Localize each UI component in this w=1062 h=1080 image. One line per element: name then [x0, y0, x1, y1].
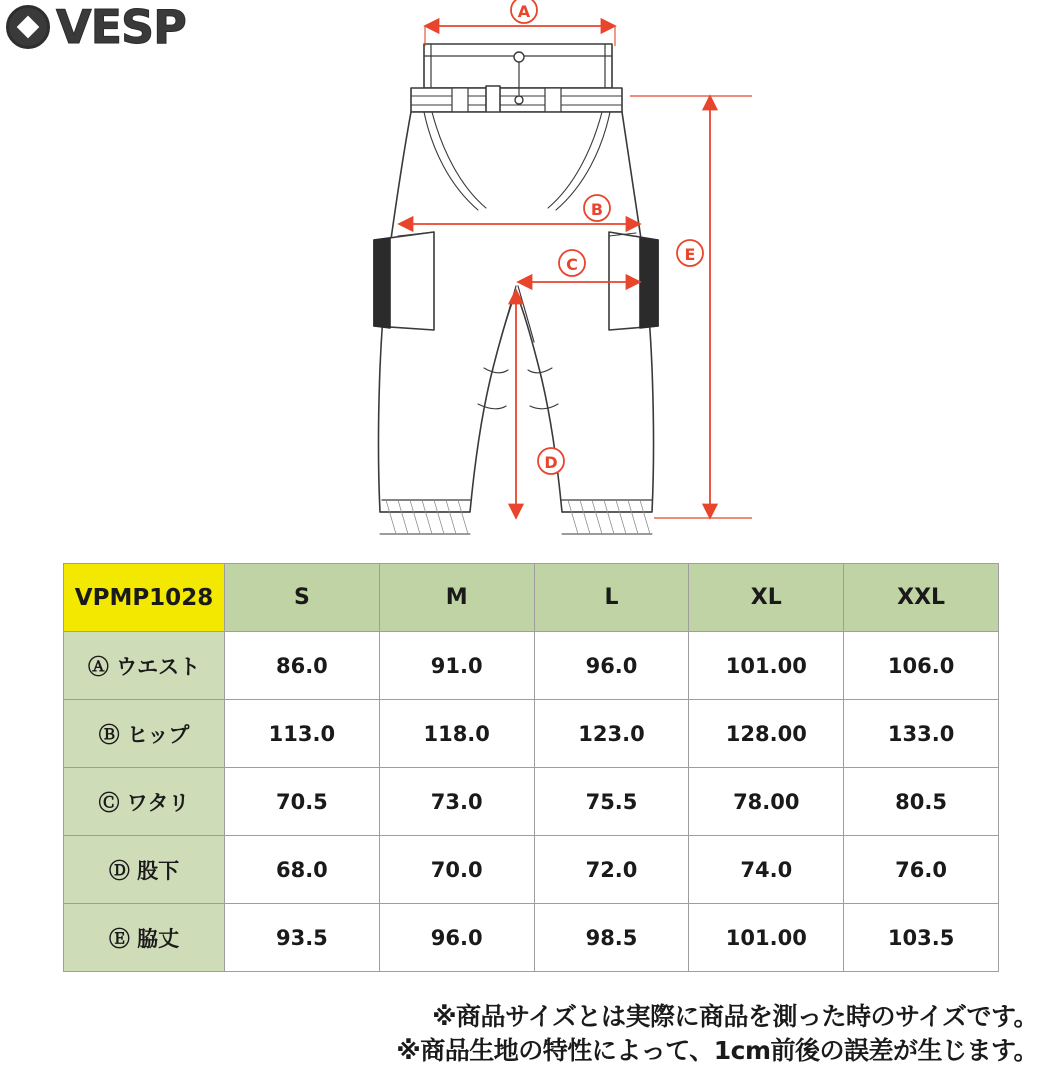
- outseam-marker-label: E: [684, 245, 696, 264]
- hip-marker-label: B: [590, 200, 604, 219]
- cell-hip-l: 123.0: [534, 700, 689, 768]
- cell-outseam-l: 98.5: [534, 904, 689, 972]
- size-header-m: M: [379, 564, 534, 632]
- cell-waist-xl: 101.00: [689, 632, 844, 700]
- table-row: [64, 632, 999, 700]
- cell-inseam-l: 72.0: [534, 836, 689, 904]
- cell-hip-s: 113.0: [225, 700, 380, 768]
- cell-waist-m: 91.0: [379, 632, 534, 700]
- row-label-waist: Ⓐ ウエスト: [64, 632, 225, 700]
- size-chart-table: [63, 563, 999, 972]
- notes-block: [0, 1000, 1050, 1068]
- row-label-hip: Ⓑ ヒップ: [64, 700, 225, 768]
- cell-outseam-m: 96.0: [379, 904, 534, 972]
- cell-outseam-xxl: 103.5: [844, 904, 999, 972]
- table-row: [64, 700, 999, 768]
- table-header-row: [64, 564, 999, 632]
- cell-thigh-m: 73.0: [379, 768, 534, 836]
- model-code-cell: VPMP1028: [64, 564, 225, 632]
- thigh-marker-label: C: [566, 255, 578, 274]
- cell-hip-m: 118.0: [379, 700, 534, 768]
- table-row: [64, 904, 999, 972]
- row-label-inseam: Ⓓ 股下: [64, 836, 225, 904]
- cell-inseam-xxl: 76.0: [844, 836, 999, 904]
- note-line-2: ※商品生地の特性によって、1cm前後の誤差が生じます。: [396, 1035, 1038, 1065]
- cell-inseam-xl: 74.0: [689, 836, 844, 904]
- row-label-thigh: Ⓒ ワタリ: [64, 768, 225, 836]
- cell-thigh-xxl: 80.5: [844, 768, 999, 836]
- cell-hip-xxl: 133.0: [844, 700, 999, 768]
- size-header-xl: XL: [689, 564, 844, 632]
- table-row: [64, 836, 999, 904]
- cell-inseam-s: 68.0: [225, 836, 380, 904]
- cell-inseam-m: 70.0: [379, 836, 534, 904]
- cell-hip-xl: 128.00: [689, 700, 844, 768]
- note-line-1: ※商品サイズとは実際に商品を測った時のサイズです。: [432, 1002, 1038, 1031]
- cell-waist-xxl: 106.0: [844, 632, 999, 700]
- cell-thigh-s: 70.5: [225, 768, 380, 836]
- waist-marker-label: A: [517, 2, 531, 21]
- cell-waist-s: 86.0: [225, 632, 380, 700]
- cell-waist-l: 96.0: [534, 632, 689, 700]
- cell-thigh-xl: 78.00: [689, 768, 844, 836]
- table-row: [64, 768, 999, 836]
- inseam-marker-label: D: [544, 453, 558, 472]
- cell-outseam-s: 93.5: [225, 904, 380, 972]
- cell-outseam-xl: 101.00: [689, 904, 844, 972]
- brand-name: VESP: [56, 0, 186, 54]
- cell-thigh-l: 75.5: [534, 768, 689, 836]
- size-header-s: S: [225, 564, 380, 632]
- size-header-l: L: [534, 564, 689, 632]
- row-label-outseam: Ⓔ 脇丈: [64, 904, 225, 972]
- size-header-xxl: XXL: [844, 564, 999, 632]
